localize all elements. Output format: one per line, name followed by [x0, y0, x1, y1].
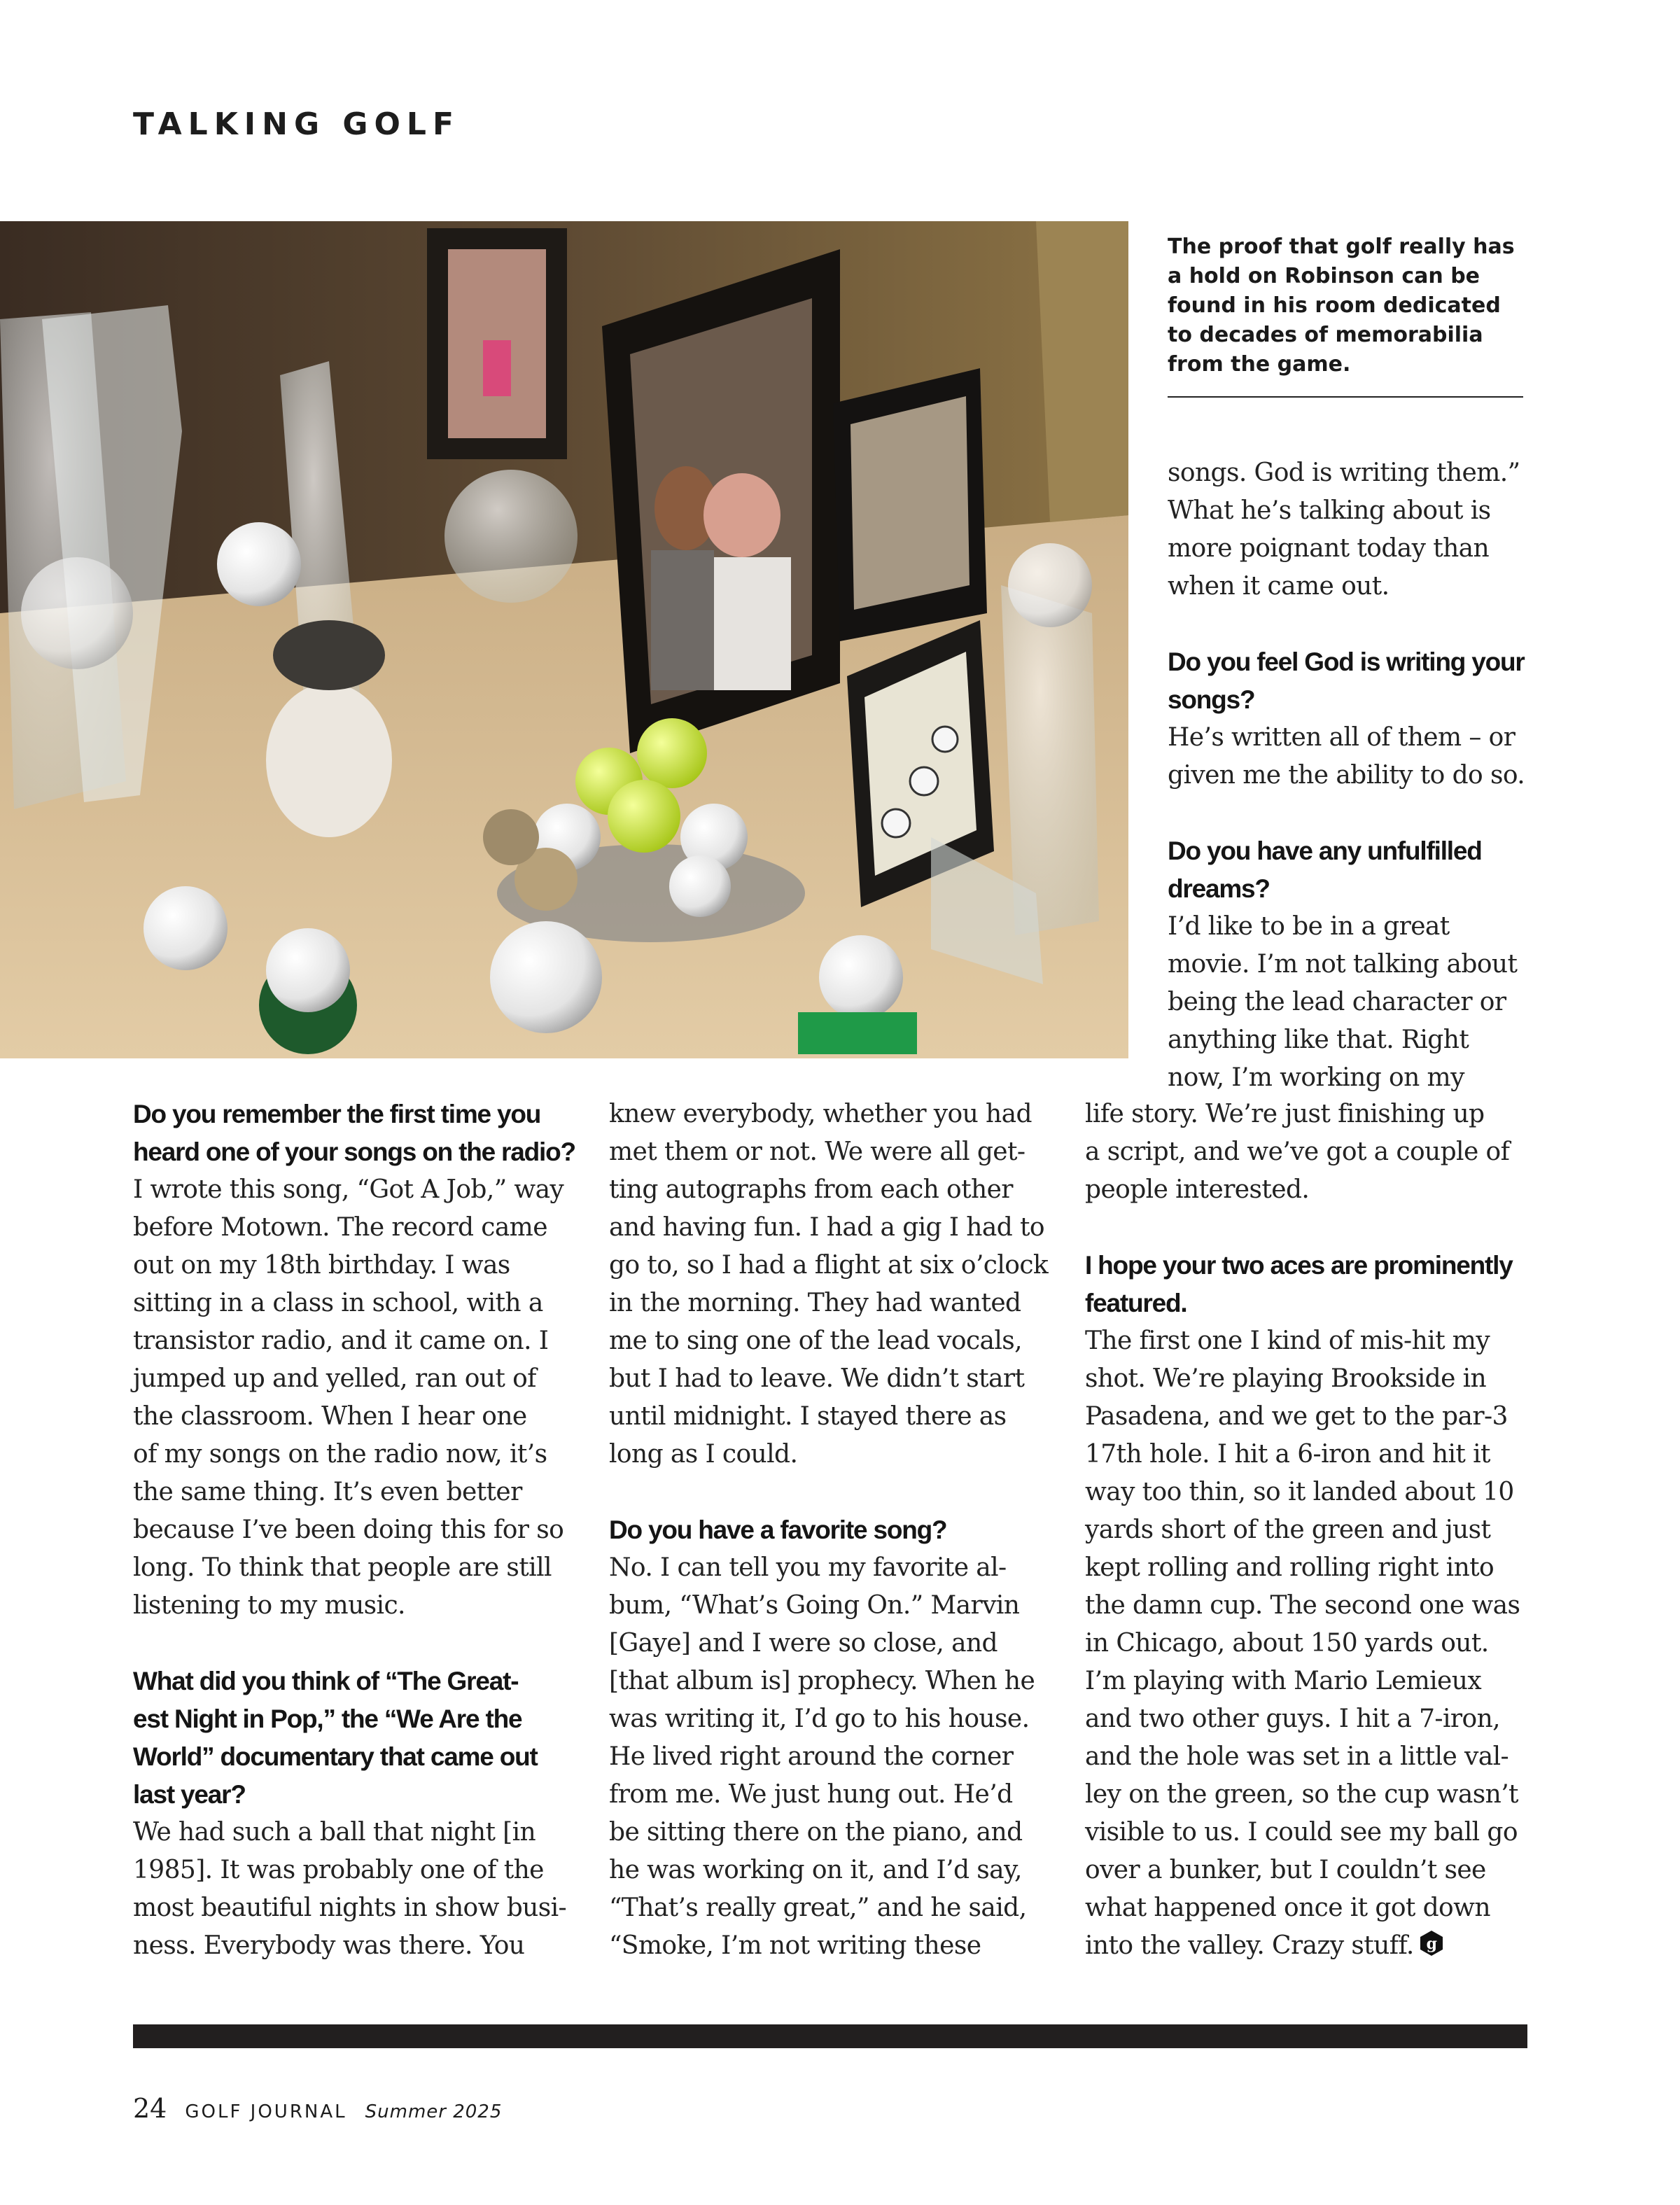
- golf-journal-g-mark-icon: [1420, 1930, 1443, 1956]
- question-line: Do you remember the first time you: [133, 1100, 541, 1128]
- text-line: now, I’m working on my: [1168, 1063, 1464, 1092]
- text-line: yards short of the green and just: [1085, 1516, 1491, 1544]
- text-line: a script, and we’ve got a couple of: [1085, 1138, 1510, 1166]
- interview-question: [1168, 832, 1525, 908]
- text-line: of my songs on the radio now, it’s: [133, 1440, 547, 1469]
- publication-name: GOLF JOURNAL: [185, 2101, 347, 2122]
- text-line: No. I can tell you my favorite al-: [609, 1553, 1007, 1582]
- text-line: most beautiful nights in show busi-: [133, 1893, 567, 1922]
- text-line: kept rolling and rolling right into: [1085, 1553, 1494, 1582]
- interview-question: [609, 1511, 1048, 1549]
- question-line: featured.: [1085, 1289, 1187, 1317]
- issue-date: Summer 2025: [365, 2101, 503, 2122]
- question-line: World” documentary that came out: [133, 1742, 538, 1771]
- text-line: but I had to leave. We didn’t start: [609, 1364, 1025, 1393]
- svg-text:g: g: [1426, 1935, 1437, 1953]
- question-line: Do you feel God is writing your: [1168, 648, 1525, 676]
- text-line: I’d like to be in a great: [1168, 912, 1450, 941]
- interview-question: [133, 1096, 575, 1171]
- column-3-top: [1168, 454, 1525, 1097]
- text-line: long. To think that people are still: [133, 1553, 552, 1582]
- page-number: 24: [133, 2093, 167, 2124]
- text-line: me to sing one of the lead vocals,: [609, 1326, 1023, 1355]
- text-line: being the lead character or: [1168, 988, 1506, 1016]
- question-line: dreams?: [1168, 874, 1270, 903]
- text-line: We had such a ball that night [in: [133, 1818, 536, 1847]
- text-line: when it came out.: [1168, 572, 1390, 601]
- page-footer: [133, 2093, 502, 2124]
- text-line: knew everybody, whether you had: [609, 1100, 1032, 1128]
- text-line: he was working on it, and I’d say,: [609, 1856, 1022, 1884]
- text-line: and two other guys. I hit a 7-iron,: [1085, 1704, 1501, 1733]
- question-line: last year?: [133, 1780, 246, 1809]
- text-line: met them or not. We were all get-: [609, 1138, 1026, 1166]
- text-line: transistor radio, and it came on. I: [133, 1326, 549, 1355]
- text-line: way too thin, so it landed about 10: [1085, 1478, 1514, 1506]
- text-line: the same thing. It’s even better: [133, 1478, 522, 1506]
- text-line: He lived right around the corner: [609, 1742, 1014, 1771]
- column-2: [609, 1096, 1048, 1965]
- text-line: ting autographs from each other: [609, 1175, 1013, 1204]
- caption-divider: [1168, 396, 1523, 398]
- text-line: songs. God is writing them.”: [1168, 458, 1520, 487]
- question-line: songs?: [1168, 685, 1255, 714]
- question-line: est Night in Pop,” the “We Are the: [133, 1704, 522, 1733]
- text-line: because I’ve been doing this for so: [133, 1516, 564, 1544]
- text-line: until midnight. I stayed there as: [609, 1402, 1007, 1431]
- text-line: the damn cup. The second one was: [1085, 1591, 1520, 1620]
- text-line: movie. I’m not talking about: [1168, 950, 1518, 979]
- column-3: [1085, 1096, 1520, 1965]
- text-line: into the valley. Crazy stuff.: [1085, 1931, 1414, 1960]
- question-line: Do you have a favorite song?: [609, 1516, 947, 1544]
- footer-bar: [133, 2024, 1527, 2048]
- text-line: “That’s really great,” and he said,: [609, 1893, 1027, 1922]
- text-line: people interested.: [1085, 1175, 1310, 1204]
- text-line: jumped up and yelled, ran out of: [133, 1364, 536, 1393]
- text-line: The first one I kind of mis-hit my: [1085, 1326, 1490, 1355]
- text-line: in Chicago, about 150 yards out.: [1085, 1629, 1489, 1658]
- white-urn: [266, 620, 392, 837]
- photo-frame-main: [602, 249, 840, 753]
- question-line: I hope your two aces are prominently: [1085, 1251, 1513, 1280]
- section-heading: TALKING GOLF: [133, 106, 461, 142]
- text-line: He’s written all of them – or: [1168, 723, 1516, 752]
- text-line: sitting in a class in school, with a: [133, 1289, 543, 1317]
- text-line: What he’s talking about is: [1168, 496, 1491, 525]
- text-line: 17th hole. I hit a 6-iron and hit it: [1085, 1440, 1490, 1469]
- text-line: I wrote this song, “Got A Job,” way: [133, 1175, 564, 1204]
- text-line: out on my 18th birthday. I was: [133, 1251, 510, 1280]
- text-line: before Motown. The record came: [133, 1213, 547, 1242]
- text-line: [Gaye] and I were so close, and: [609, 1629, 997, 1658]
- memorabilia-photo: [0, 221, 1128, 1058]
- text-line: bum, “What’s Going On.” Marvin: [609, 1591, 1020, 1620]
- text-line: long as I could.: [609, 1440, 798, 1469]
- text-line: more poignant today than: [1168, 534, 1490, 563]
- text-line: ley on the green, so the cup wasn’t: [1085, 1780, 1518, 1809]
- text-line: from me. We just hung out. He’d: [609, 1780, 1013, 1809]
- text-line: visible to us. I could see my ball go: [1085, 1818, 1518, 1847]
- text-line: given me the ability to do so.: [1168, 761, 1525, 790]
- text-line: “Smoke, I’m not writing these: [609, 1931, 981, 1960]
- column-1: [133, 1096, 575, 1965]
- question-line: Do you have any unfulfilled: [1168, 836, 1482, 865]
- photo-caption: The proof that golf really has a hold on Robinson can be found in his room dedicated to decades of memorabilia from the game.: [1168, 234, 1515, 377]
- text-line: life story. We’re just finishing up: [1085, 1100, 1485, 1128]
- text-line: what happened once it got down: [1085, 1893, 1490, 1922]
- text-line: shot. We’re playing Brookside in: [1085, 1364, 1487, 1393]
- text-line: [that album is] prophecy. When he: [609, 1667, 1035, 1695]
- photo-frame-back: [427, 228, 567, 459]
- text-line: Pasadena, and we get to the par-3: [1085, 1402, 1508, 1431]
- text-line: the classroom. When I hear one: [133, 1402, 527, 1431]
- text-line: was writing it, I’d go to his house.: [609, 1704, 1030, 1733]
- interview-question: [1168, 643, 1525, 719]
- text-line: and the hole was set in a little val-: [1085, 1742, 1509, 1771]
- text-line: in the morning. They had wanted: [609, 1289, 1021, 1317]
- text-line: be sitting there on the piano, and: [609, 1818, 1023, 1847]
- text-line: listening to my music.: [133, 1591, 405, 1620]
- text-line-last: [1085, 1927, 1520, 1965]
- question-line: What did you think of “The Great-: [133, 1667, 519, 1695]
- text-line: 1985]. It was probably one of the: [133, 1856, 544, 1884]
- question-line: heard one of your songs on the radio?: [133, 1138, 575, 1166]
- text-line: anything like that. Right: [1168, 1026, 1469, 1054]
- interview-question: [133, 1662, 575, 1814]
- text-line: over a bunker, but I couldn’t see: [1085, 1856, 1486, 1884]
- text-line: ness. Everybody was there. You: [133, 1931, 525, 1960]
- text-line: go to, so I had a flight at six o’clock: [609, 1251, 1049, 1280]
- text-line: and having fun. I had a gig I had to: [609, 1213, 1044, 1242]
- interview-question: [1085, 1247, 1520, 1322]
- text-line: I’m playing with Mario Lemieux: [1085, 1667, 1482, 1695]
